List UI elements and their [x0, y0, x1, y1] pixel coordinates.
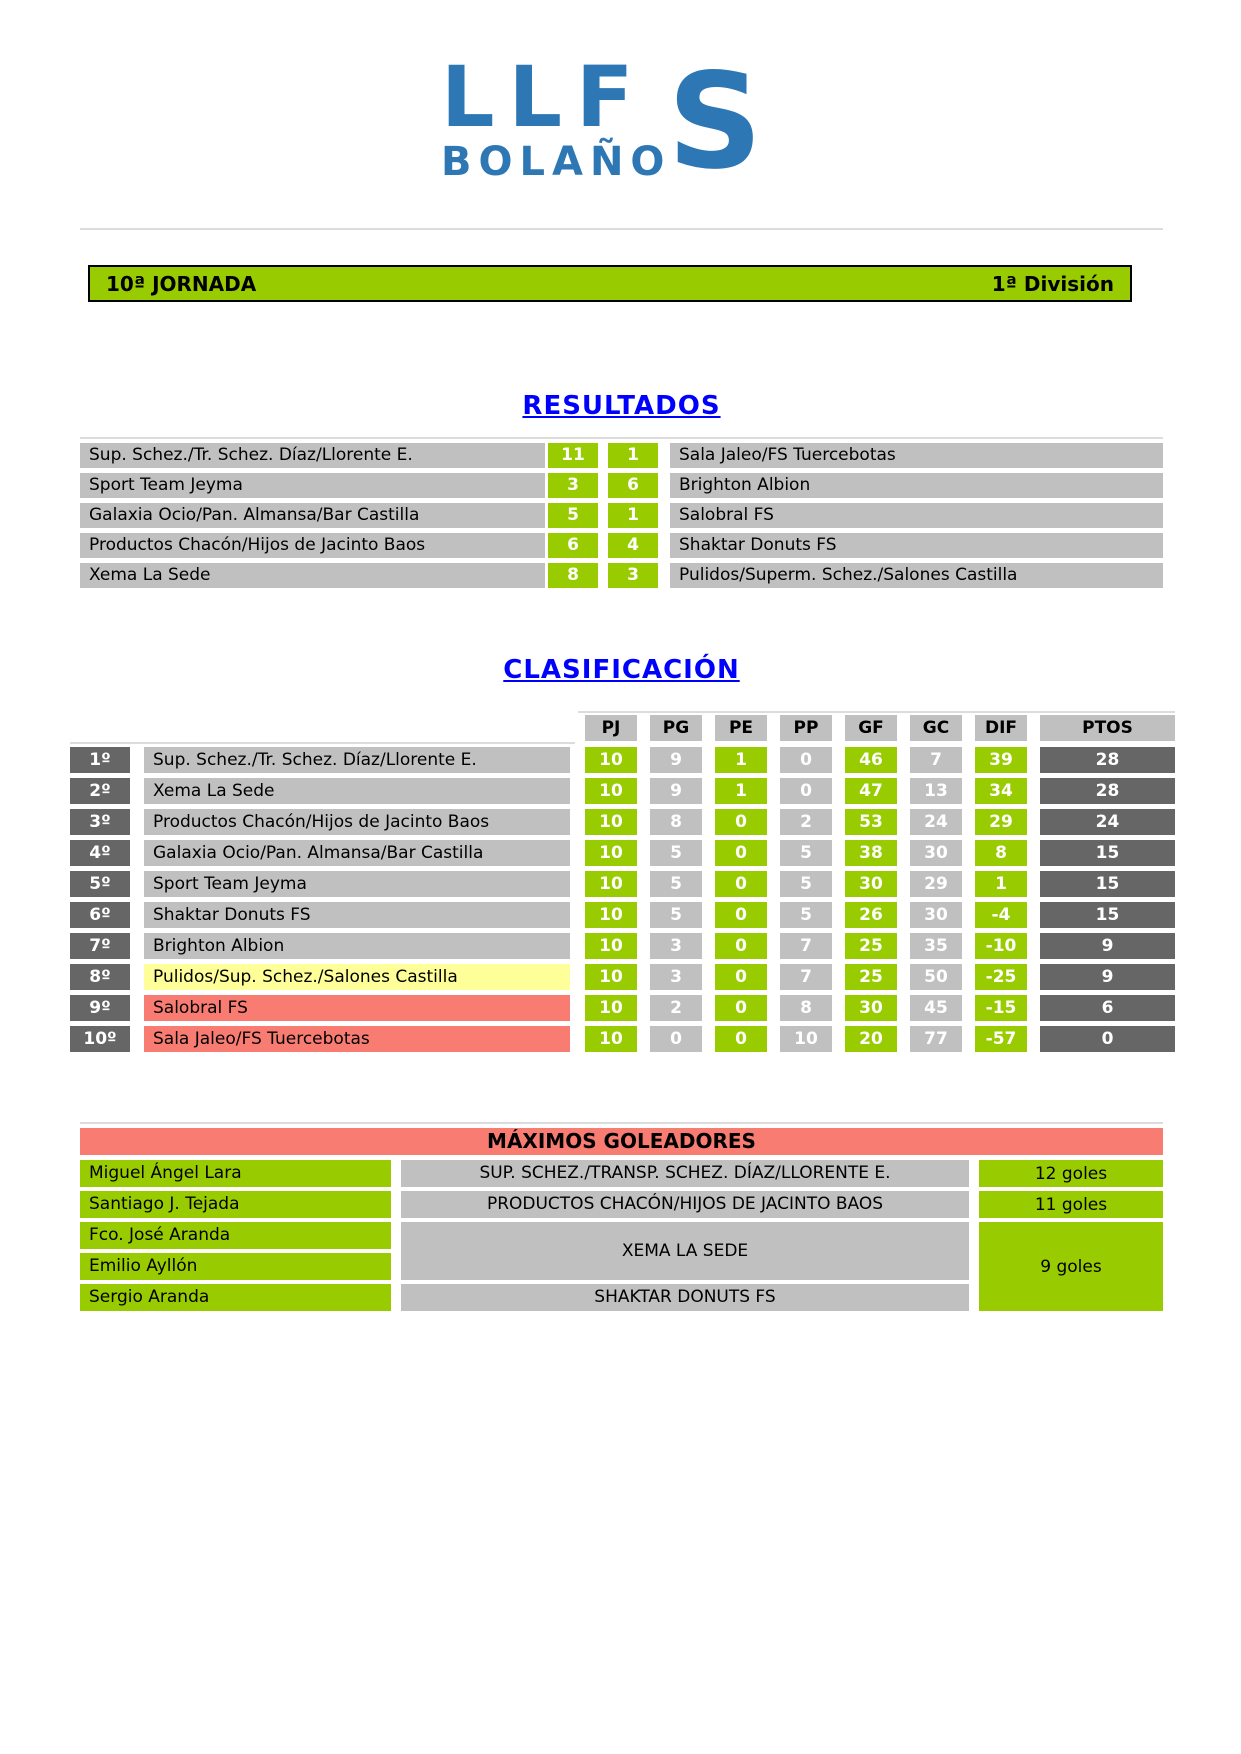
column-header-dif: DIF	[975, 715, 1027, 741]
stat-cell-gf: 30	[845, 995, 897, 1021]
divider-results	[80, 437, 1163, 439]
logo-llf-text: LLF	[441, 48, 648, 146]
team-name-cell: Brighton Albion	[144, 933, 570, 959]
classification-row	[70, 995, 1175, 1021]
stat-cell-pg: 9	[650, 747, 702, 773]
stat-cell-gf: 25	[845, 933, 897, 959]
stat-cell-pj: 10	[585, 747, 637, 773]
home-score-cell: 3	[548, 473, 598, 498]
stat-cell-pe: 0	[715, 995, 767, 1021]
stat-cell-dif: -25	[975, 964, 1027, 990]
stat-cell-pp: 7	[780, 933, 832, 959]
position-cell: 4º	[70, 840, 130, 866]
stat-cell-pp: 8	[780, 995, 832, 1021]
home-score-cell: 8	[548, 563, 598, 588]
jornada-label: 10ª JORNADA	[106, 271, 257, 296]
stat-cell-pg: 0	[650, 1026, 702, 1052]
stat-cell-ptos: 15	[1040, 871, 1175, 897]
stat-cell-gf: 46	[845, 747, 897, 773]
division-label: 1ª División	[991, 271, 1114, 296]
jornada-header-bar	[88, 265, 1132, 302]
scorer-name-cell: Emilio Ayllón	[80, 1253, 391, 1280]
scorer-team-cell: SUP. SCHEZ./TRANSP. SCHEZ. DÍAZ/LLORENTE E.	[401, 1160, 969, 1187]
stat-cell-gc: 29	[910, 871, 962, 897]
stat-cell-pp: 5	[780, 840, 832, 866]
column-header-pj: PJ	[585, 715, 637, 741]
column-header-pp: PP	[780, 715, 832, 741]
stat-cell-pj: 10	[585, 995, 637, 1021]
classification-row	[70, 778, 1175, 804]
stat-cell-dif: -4	[975, 902, 1027, 928]
stat-cell-ptos: 9	[1040, 964, 1175, 990]
logo-s-glyph: S	[667, 45, 763, 199]
scorer-name-cell: Fco. José Aranda	[80, 1222, 391, 1249]
away-team-cell: Pulidos/Superm. Schez./Salones Castilla	[670, 563, 1163, 588]
stat-cell-gc: 30	[910, 840, 962, 866]
result-row	[80, 443, 1163, 468]
away-score-cell: 6	[608, 473, 658, 498]
stat-cell-ptos: 28	[1040, 778, 1175, 804]
stat-cell-pg: 5	[650, 840, 702, 866]
column-header-pg: PG	[650, 715, 702, 741]
away-team-cell: Salobral FS	[670, 503, 1163, 528]
team-name-cell: Xema La Sede	[144, 778, 570, 804]
stat-cell-dif: 39	[975, 747, 1027, 773]
stat-cell-gf: 47	[845, 778, 897, 804]
result-row	[80, 473, 1163, 498]
stat-cell-pp: 0	[780, 747, 832, 773]
stat-cell-pp: 10	[780, 1026, 832, 1052]
classification-table	[70, 747, 1175, 1062]
scorer-goals-cell: 11 goles	[979, 1191, 1163, 1218]
scorer-goals-cell: 9 goles	[979, 1222, 1163, 1311]
position-cell: 5º	[70, 871, 130, 897]
stat-cell-gc: 77	[910, 1026, 962, 1052]
team-name-cell: Productos Chacón/Hijos de Jacinto Baos	[144, 809, 570, 835]
stat-cell-pj: 10	[585, 840, 637, 866]
home-score-cell: 5	[548, 503, 598, 528]
position-cell: 6º	[70, 902, 130, 928]
classification-row	[70, 747, 1175, 773]
position-cell: 1º	[70, 747, 130, 773]
stat-cell-pp: 5	[780, 902, 832, 928]
stat-cell-pe: 0	[715, 871, 767, 897]
stat-cell-gf: 30	[845, 871, 897, 897]
stat-cell-pj: 10	[585, 871, 637, 897]
stat-cell-dif: -15	[975, 995, 1027, 1021]
team-name-cell: Galaxia Ocio/Pan. Almansa/Bar Castilla	[144, 840, 570, 866]
scorer-name-cell: Miguel Ángel Lara	[80, 1160, 391, 1187]
away-score-cell: 1	[608, 503, 658, 528]
position-cell: 8º	[70, 964, 130, 990]
stat-cell-ptos: 15	[1040, 902, 1175, 928]
away-team-cell: Sala Jaleo/FS Tuercebotas	[670, 443, 1163, 468]
scorer-team-cell: XEMA LA SEDE	[401, 1222, 969, 1280]
stat-cell-gc: 35	[910, 933, 962, 959]
stat-cell-pe: 0	[715, 902, 767, 928]
home-team-cell: Galaxia Ocio/Pan. Almansa/Bar Castilla	[80, 503, 545, 528]
scorer-name-cell: Sergio Aranda	[80, 1284, 391, 1311]
team-name-cell: Sup. Schez./Tr. Schez. Díaz/Llorente E.	[144, 747, 570, 773]
stat-cell-ptos: 0	[1040, 1026, 1175, 1052]
stat-cell-dif: -10	[975, 933, 1027, 959]
stat-cell-pe: 1	[715, 747, 767, 773]
team-name-cell: Sport Team Jeyma	[144, 871, 570, 897]
stat-cell-gc: 50	[910, 964, 962, 990]
away-score-cell: 4	[608, 533, 658, 558]
result-row	[80, 533, 1163, 558]
home-team-cell: Xema La Sede	[80, 563, 545, 588]
column-header-gc: GC	[910, 715, 962, 741]
away-score-cell: 3	[608, 563, 658, 588]
stat-cell-pg: 8	[650, 809, 702, 835]
stat-cell-ptos: 15	[1040, 840, 1175, 866]
team-name-cell: Shaktar Donuts FS	[144, 902, 570, 928]
scorer-goals-cell: 12 goles	[979, 1160, 1163, 1187]
scorer-team-cell: SHAKTAR DONUTS FS	[401, 1284, 969, 1311]
position-cell: 3º	[70, 809, 130, 835]
column-header-ptos: PTOS	[1040, 715, 1175, 741]
stat-cell-gc: 24	[910, 809, 962, 835]
home-score-cell: 11	[548, 443, 598, 468]
stat-cell-pg: 5	[650, 902, 702, 928]
classification-row	[70, 871, 1175, 897]
goleadores-title: MÁXIMOS GOLEADORES	[80, 1128, 1163, 1155]
stat-cell-gc: 30	[910, 902, 962, 928]
stat-cell-pg: 5	[650, 871, 702, 897]
stat-cell-dif: 34	[975, 778, 1027, 804]
stat-cell-gf: 53	[845, 809, 897, 835]
stat-cell-gf: 38	[845, 840, 897, 866]
stat-cell-dif: 8	[975, 840, 1027, 866]
stat-cell-ptos: 9	[1040, 933, 1175, 959]
stat-cell-pj: 10	[585, 933, 637, 959]
team-name-cell: Pulidos/Sup. Schez./Salones Castilla	[144, 964, 570, 990]
stat-cell-gc: 45	[910, 995, 962, 1021]
divider-goleadores	[80, 1122, 1163, 1124]
stat-cell-pe: 0	[715, 840, 767, 866]
position-cell: 7º	[70, 933, 130, 959]
stat-cell-gf: 20	[845, 1026, 897, 1052]
stat-cell-pj: 10	[585, 778, 637, 804]
classification-row	[70, 840, 1175, 866]
stat-cell-pp: 7	[780, 964, 832, 990]
stat-cell-dif: 1	[975, 871, 1027, 897]
stat-cell-dif: -57	[975, 1026, 1027, 1052]
stat-cell-ptos: 6	[1040, 995, 1175, 1021]
team-name-cell: Sala Jaleo/FS Tuercebotas	[144, 1026, 570, 1052]
stat-cell-pj: 10	[585, 964, 637, 990]
results-table	[80, 443, 1163, 593]
stat-cell-gf: 25	[845, 964, 897, 990]
stat-cell-pg: 3	[650, 933, 702, 959]
stat-cell-gc: 13	[910, 778, 962, 804]
stat-cell-gf: 26	[845, 902, 897, 928]
divider-top	[80, 228, 1163, 230]
stat-cell-pe: 0	[715, 809, 767, 835]
scorer-team-cell: PRODUCTOS CHACÓN/HIJOS DE JACINTO BAOS	[401, 1191, 969, 1218]
position-cell: 2º	[70, 778, 130, 804]
result-row	[80, 503, 1163, 528]
home-team-cell: Sup. Schez./Tr. Schez. Díaz/Llorente E.	[80, 443, 545, 468]
goleadores-table	[80, 1160, 1163, 1320]
home-team-cell: Sport Team Jeyma	[80, 473, 545, 498]
stat-cell-pj: 10	[585, 809, 637, 835]
stat-cell-ptos: 28	[1040, 747, 1175, 773]
classification-row	[70, 809, 1175, 835]
divider-clasif-stats	[578, 711, 1175, 713]
away-team-cell: Shaktar Donuts FS	[670, 533, 1163, 558]
logo-text-block	[441, 48, 672, 185]
stat-cell-ptos: 24	[1040, 809, 1175, 835]
stat-cell-pe: 1	[715, 778, 767, 804]
stat-cell-pp: 0	[780, 778, 832, 804]
column-header-gf: GF	[845, 715, 897, 741]
scorer-name-cell: Santiago J. Tejada	[80, 1191, 391, 1218]
classification-row	[70, 902, 1175, 928]
stat-cell-pg: 2	[650, 995, 702, 1021]
resultados-title: RESULTADOS	[522, 391, 721, 421]
classification-row	[70, 1026, 1175, 1052]
llfs-bolanos-logo	[441, 45, 763, 199]
position-cell: 10º	[70, 1026, 130, 1052]
home-score-cell: 6	[548, 533, 598, 558]
divider-clasif-teams	[70, 742, 575, 744]
stat-cell-pe: 0	[715, 1026, 767, 1052]
stat-cell-pg: 9	[650, 778, 702, 804]
classification-row	[70, 964, 1175, 990]
home-team-cell: Productos Chacón/Hijos de Jacinto Baos	[80, 533, 545, 558]
stat-cell-pj: 10	[585, 1026, 637, 1052]
stat-cell-pp: 2	[780, 809, 832, 835]
stat-cell-gc: 7	[910, 747, 962, 773]
column-header-pe: PE	[715, 715, 767, 741]
stat-cell-dif: 29	[975, 809, 1027, 835]
stat-cell-pp: 5	[780, 871, 832, 897]
position-cell: 9º	[70, 995, 130, 1021]
classification-row	[70, 933, 1175, 959]
stat-cell-pj: 10	[585, 902, 637, 928]
away-score-cell: 1	[608, 443, 658, 468]
stat-cell-pe: 0	[715, 933, 767, 959]
classification-header-row	[70, 715, 1175, 741]
away-team-cell: Brighton Albion	[670, 473, 1163, 498]
stat-cell-pg: 3	[650, 964, 702, 990]
result-row	[80, 563, 1163, 588]
logo-bolano-text: BOLAÑO	[441, 139, 672, 185]
team-name-cell: Salobral FS	[144, 995, 570, 1021]
clasificacion-title: CLASIFICACIÓN	[503, 655, 740, 685]
stat-cell-pe: 0	[715, 964, 767, 990]
